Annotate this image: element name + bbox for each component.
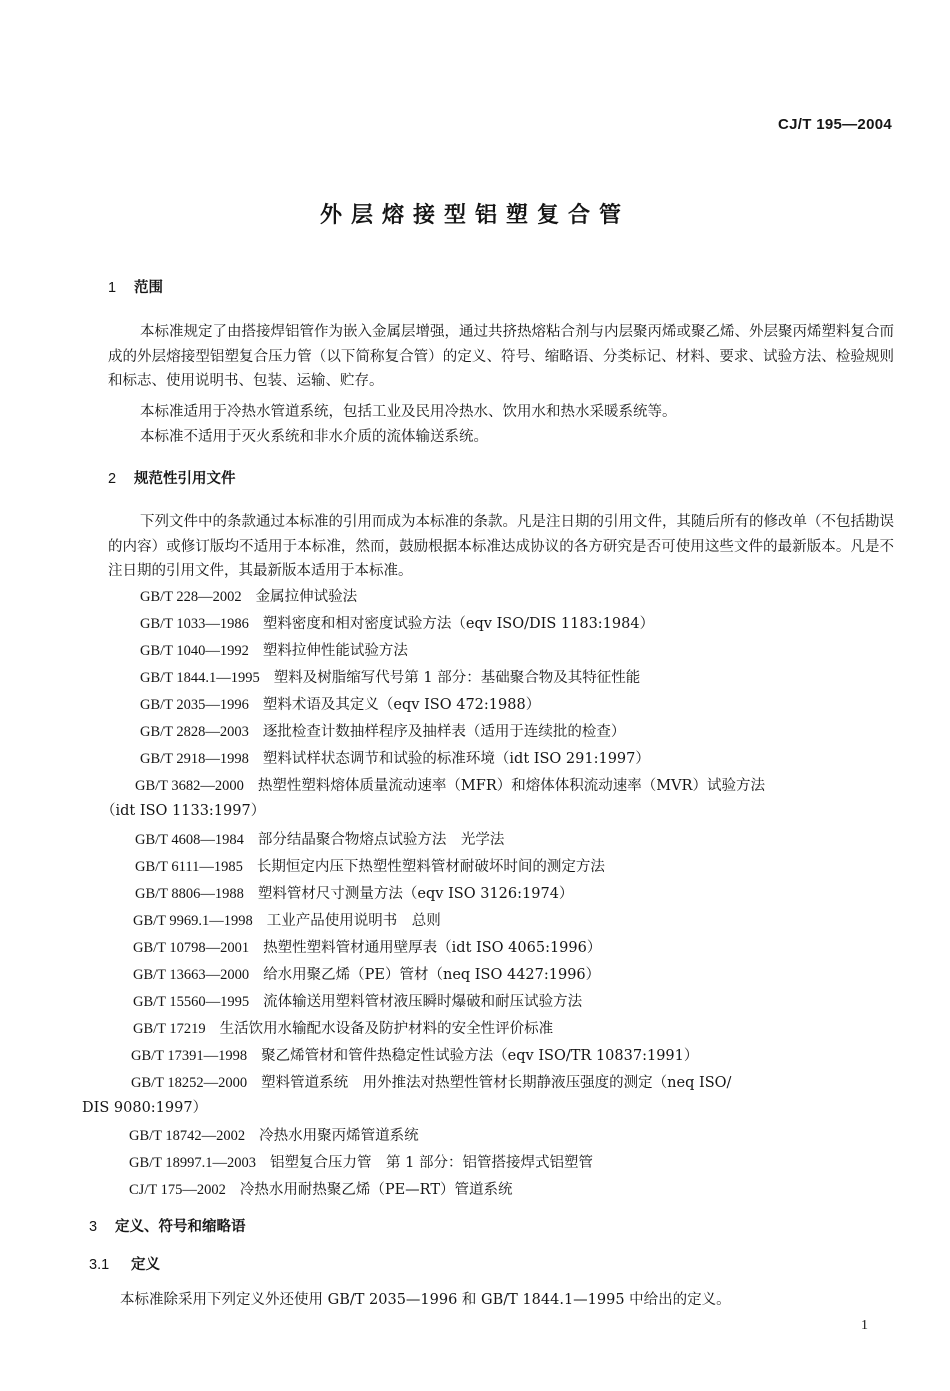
reference-item: GB/T 17391—1998 聚乙烯管材和管件热稳定性试验方法（eqv ISO/TR 10837:1991） <box>131 1048 699 1064</box>
reference-item-continuation: （idt ISO 1133:1997） <box>101 803 266 819</box>
section-2-heading <box>108 467 236 488</box>
reference-item: GB/T 10798—2001 热塑性塑料管材通用壁厚表（idt ISO 4065:1996） <box>133 940 602 956</box>
section-1-paragraph-2: 本标准适用于冷热水管道系统，包括工业及民用冷热水、饮用水和热水采暖系统等。 <box>140 404 677 420</box>
section-title: 定义、符号和缩略语 <box>115 1219 246 1235</box>
subsection-number: 3.1 <box>89 1257 110 1273</box>
section-1-paragraph-1: 本标准规定了由搭接焊铝管作为嵌入金属层增强，通过共挤热熔粘合剂与内层聚丙烯或聚乙烯、外层聚丙烯塑料复合而成的外层熔接型铝塑复合压力管（以下简称复合管）的定义、符号、缩略语、分类标记、材料、要求、试验方法、检验规则和标志、使用说明书、包装、运输、贮存。 <box>108 324 894 389</box>
section-title: 规范性引用文件 <box>134 471 236 487</box>
section-3-paragraph-1: 本标准除采用下列定义外还使用 GB/T 2035—1996 和 GB/T 1844.1—1995 中给出的定义。 <box>120 1292 731 1308</box>
subsection-title: 定义 <box>131 1257 160 1273</box>
reference-item: GB/T 1040—1992 塑料拉伸性能试验方法 <box>140 643 408 659</box>
section-1-heading <box>108 276 163 297</box>
reference-item: GB/T 18252—2000 塑料管道系统 用外推法对热塑性管材长期静液压强度的测定（neq ISO/ <box>131 1075 732 1091</box>
page-number: 1 <box>861 1318 868 1333</box>
subsection-3-1-heading <box>89 1253 160 1274</box>
reference-item: GB/T 2828—2003 逐批检查计数抽样程序及抽样表（适用于连续批的检查） <box>140 724 626 740</box>
section-number: 2 <box>108 471 117 487</box>
section-title: 范围 <box>134 280 163 296</box>
section-number: 3 <box>89 1219 98 1235</box>
reference-item: GB/T 8806—1988 塑料管材尺寸测量方法（eqv ISO 3126:1974） <box>135 886 574 902</box>
reference-item: GB/T 9969.1—1998 工业产品使用说明书 总则 <box>133 913 441 929</box>
document-title: 外层熔接型铝塑复合管 <box>319 203 630 228</box>
section-number: 1 <box>108 280 117 296</box>
reference-item: GB/T 4608—1984 部分结晶聚合物熔点试验方法 光学法 <box>135 832 505 848</box>
reference-item: GB/T 2918—1998 塑料试样状态调节和试验的标准环境（idt ISO 291:1997） <box>140 751 650 767</box>
section-1-paragraph-3: 本标准不适用于灭火系统和非水介质的流体输送系统。 <box>140 429 488 445</box>
reference-item: GB/T 13663—2000 给水用聚乙烯（PE）管材（neq ISO 4427:1996） <box>133 967 601 983</box>
section-3-heading <box>89 1215 246 1236</box>
reference-item: GB/T 1844.1—1995 塑料及树脂缩写代号第 1 部分：基础聚合物及其特征性能 <box>140 670 641 686</box>
reference-item: GB/T 228—2002 金属拉伸试验法 <box>140 589 358 605</box>
reference-item: GB/T 3682—2000 热塑性塑料熔体质量流动速率（MFR）和熔体体积流动速率（MVR）试验方法 <box>135 778 765 794</box>
reference-item: GB/T 15560—1995 流体输送用塑料管材液压瞬时爆破和耐压试验方法 <box>133 994 583 1010</box>
reference-item-continuation: DIS 9080:1997） <box>82 1100 208 1116</box>
reference-item: GB/T 2035—1996 塑料术语及其定义（eqv ISO 472:1988） <box>140 697 541 713</box>
document-code: CJ/T 195—2004 <box>778 116 892 133</box>
reference-item: GB/T 18742—2002 冷热水用聚丙烯管道系统 <box>129 1128 419 1144</box>
reference-item: GB/T 17219 生活饮用水输配水设备及防护材料的安全性评价标准 <box>133 1021 554 1037</box>
section-2-paragraph-1: 下列文件中的条款通过本标准的引用而成为本标准的条款。凡是注日期的引用文件，其随后所有的修改单（不包括勘误的内容）或修订版均不适用于本标准，然而，鼓励根据本标准达成协议的各方研究是否可使用这些文件的最新版本。凡是不注日期的引用文件，其最新版本适用于本标准。 <box>108 514 894 579</box>
reference-item: CJ/T 175—2002 冷热水用耐热聚乙烯（PE—RT）管道系统 <box>129 1182 513 1198</box>
reference-item: GB/T 6111—1985 长期恒定内压下热塑性塑料管材耐破坏时间的测定方法 <box>135 859 605 875</box>
reference-item: GB/T 18997.1—2003 铝塑复合压力管 第 1 部分：铝管搭接焊式铝塑管 <box>129 1155 593 1171</box>
reference-item: GB/T 1033—1986 塑料密度和相对密度试验方法（eqv ISO/DIS 1183:1984） <box>140 616 655 632</box>
